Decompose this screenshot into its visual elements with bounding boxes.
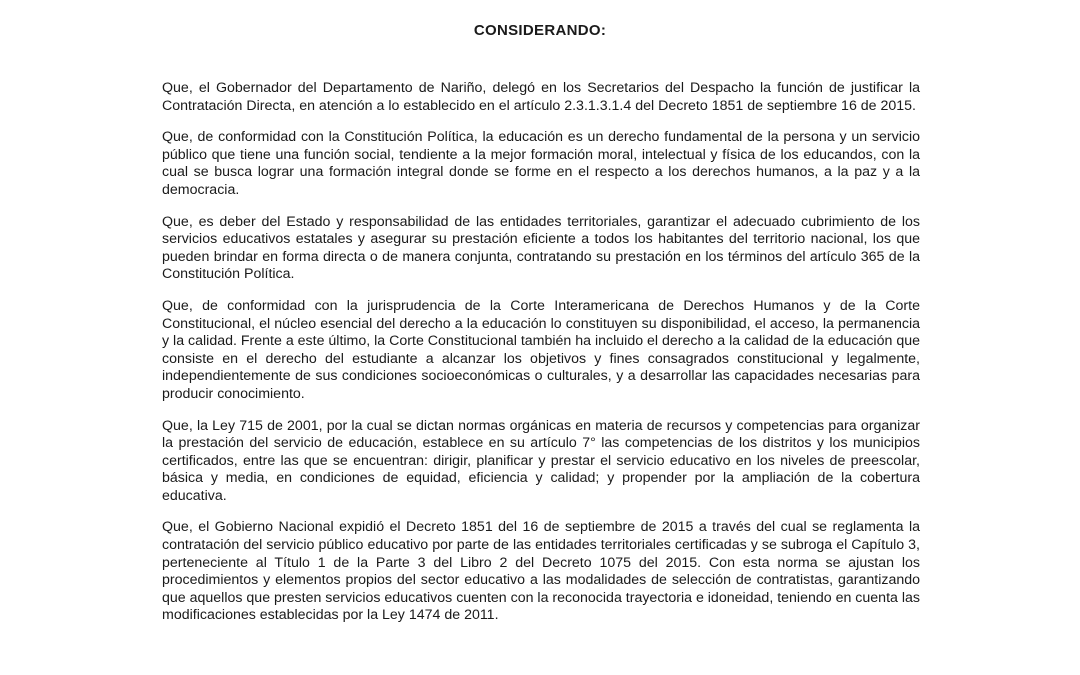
paragraph-1: Que, el Gobernador del Departamento de Nariño, delegó en los Secretarios del Despacho la función de justificar la Contratación Directa, en atención a lo establecido en el artículo 2.3.1.3.1.4 del Decreto 1851 de septiembre 16 de 2015. [162, 80, 920, 114]
document-body [162, 80, 920, 639]
paragraph-3: Que, es deber del Estado y responsabilidad de las entidades territoriales, garantizar el adecuado cubrimiento de los servicios educativos estatales y asegurar su prestación eficiente a todos los habitantes del territorio nacional, los que pueden brindar en forma directa o de manera conjunta, contratando su prestación en los términos del artículo 365 de la Constitución Política. [162, 213, 920, 283]
paragraph-4: Que, de conformidad con la jurisprudencia de la Corte Interamericana de Derechos Humanos y de la Corte Constitucional, el núcleo esencial del derecho a la educación lo constituyen su disponibilidad, el acceso, la permanencia y la calidad. Frente a este último, la Corte Constitucional también ha incluido el derecho a la calidad de la educación que consiste en el derecho del estudiante a alcanzar los objetivos y fines consagrados constitucional y legalmente, independientemente de sus condiciones socioeconómicas o culturales, y a desarrollar las capacidades necesarias para producir conocimiento. [162, 297, 920, 402]
paragraph-5: Que, la Ley 715 de 2001, por la cual se dictan normas orgánicas en materia de recursos y competencias para organizar la prestación del servicio de educación, establece en su artículo 7° las competencias de los distritos y los municipios certificados, entre las que se encuentran: dirigir, planificar y prestar el servicio educativo en los niveles de preescolar, básica y media, en condiciones de equidad, eficiencia y calidad; y propender por la ampliación de la cobertura educativa. [162, 417, 920, 504]
section-heading: CONSIDERANDO: [473, 22, 607, 39]
paragraph-2: Que, de conformidad con la Constitución Política, la educación es un derecho fundamental de la persona y un servicio público que tiene una función social, tendiente a la mejor formación moral, intelectual y física de los educandos, con la cual se busca lograr una formación integral donde se forme en el respecto a los derechos humanos, a la paz y a la democracia. [162, 129, 920, 198]
paragraph-6: Que, el Gobierno Nacional expidió el Decreto 1851 del 16 de septiembre de 2015 a través del cual se reglamenta la contratación del servicio público educativo por parte de las entidades territoriales certificadas y se subroga el Capítulo 3, perteneciente al Título 1 de la Parte 3 del Libro 2 del Decreto 1075 del 2015. Con esta norma se ajustan los procedimientos y elementos propios del sector educativo a las modalidades de selección de contratistas, garantizando que aquellos que presten servicios educativos cuenten con la reconocida trayectoria e idoneidad, teniendo en cuenta las modificaciones establecidas por la Ley 1474 de 2011. [162, 519, 920, 624]
